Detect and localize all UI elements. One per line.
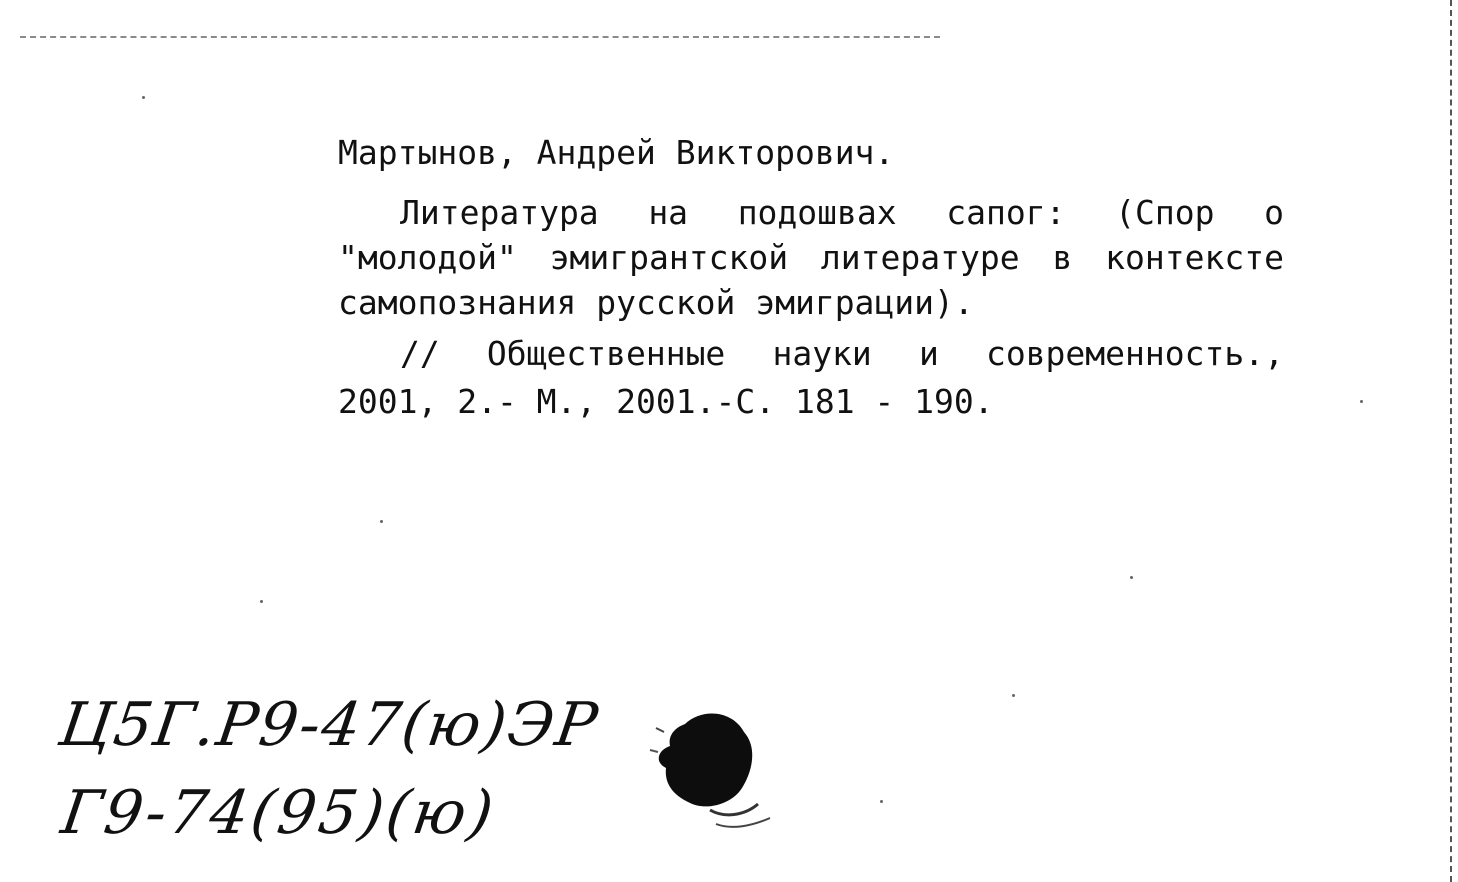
title-word: на	[648, 193, 689, 232]
title-word: Литература	[400, 193, 599, 232]
right-dashed-border	[1450, 0, 1452, 882]
paper-speck	[380, 520, 383, 523]
paper-speck	[260, 600, 263, 603]
source-line-2: 2001, 2.- М., 2001.-С. 181 - 190.	[338, 382, 994, 421]
top-dashed-border	[20, 36, 940, 38]
work-title	[338, 190, 1284, 325]
author-name: Мартынов, Андрей Викторович.	[338, 133, 895, 172]
source-word: современность.,	[985, 334, 1284, 373]
source-line-1	[338, 330, 1284, 378]
paper-speck	[1360, 400, 1363, 403]
source-citation	[338, 330, 1284, 426]
paper-speck	[1012, 694, 1015, 697]
title-word: сапог:	[946, 193, 1066, 232]
title-word: о	[1264, 193, 1284, 232]
title-line-2	[338, 235, 1284, 280]
title-word: подошвах	[737, 193, 897, 232]
source-word: и	[918, 334, 939, 373]
source-word: //	[400, 334, 440, 373]
source-word: Общественные	[486, 334, 726, 373]
source-word: науки	[772, 334, 872, 373]
paper-speck	[142, 96, 145, 99]
title-line-3: самопознания русской эмиграции).	[338, 283, 974, 322]
title-word: эмигрантской	[549, 238, 789, 277]
title-line-1	[338, 190, 1284, 235]
title-word: в	[1052, 238, 1073, 277]
ink-blot-stamp	[640, 706, 790, 836]
title-word: контексте	[1105, 238, 1284, 277]
handwritten-shelf-code-1: Ц5Г.Р9-47(ю)ЭР	[55, 690, 604, 760]
handwritten-shelf-code-2: Г9-74(95)(ю)	[57, 778, 501, 848]
paper-speck	[1130, 576, 1133, 579]
title-word: (Спор	[1115, 193, 1215, 232]
title-word: литературе	[820, 238, 1020, 277]
title-word: "молодой"	[338, 238, 517, 277]
paper-speck	[880, 800, 883, 803]
